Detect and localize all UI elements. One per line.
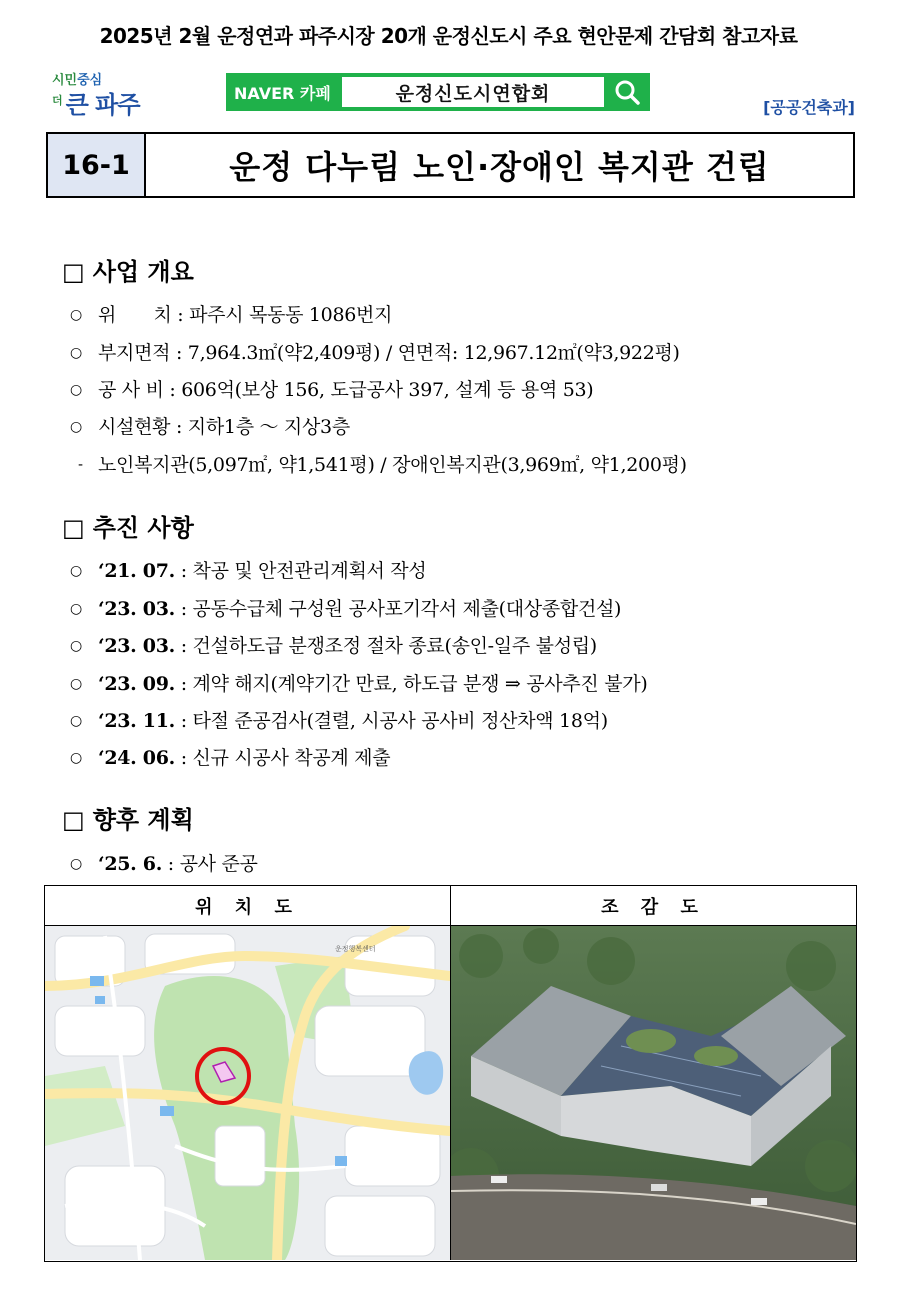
figure-table (44, 885, 857, 1262)
list-item: ○ ‘23. 11. : 타절 준공검사(결렬, 시공사 공사비 정산차액 18억) (70, 710, 608, 732)
map-label: 운정행복센터 (335, 945, 376, 953)
list-item: ○ ‘25. 6. : 공사 준공 (70, 853, 258, 875)
list-sub-item: - 노인복지관(5,097㎡, 약1,541평) / 장애인복지관(3,969㎡, 약1,200평) (78, 454, 687, 476)
list-item: ○ 부지면적 : 7,964.3㎡(약2,409평) / 연면적: 12,967.12㎡(약3,922평) (70, 342, 680, 364)
list-item: ○ ‘23. 09. : 계약 해지(계약기간 만료, 하도급 분쟁 ⇒ 공사추진 불가) (70, 673, 648, 695)
item-header (46, 132, 855, 198)
section-plan (62, 800, 194, 835)
section-title: 향후 계획 (92, 806, 194, 834)
section-overview (62, 252, 194, 287)
logo-text-big: 큰 파주 (65, 91, 140, 119)
location-map-header: 위 치 도 (45, 886, 451, 925)
list-item: ○ 시설현황 : 지하1층 ～ 지상3층 (70, 416, 350, 438)
search-icon (604, 73, 650, 111)
list-item: ○ ‘23. 03. : 공동수급체 구성원 공사포기각서 제출(대상종합건설) (70, 598, 622, 620)
list-item: ○ ‘23. 03. : 건설하도급 분쟁조정 절차 종료(송인-일주 불성립) (70, 635, 597, 657)
section-progress (62, 508, 194, 543)
document-title: 2025년 2월 운정연과 파주시장 20개 운정신도시 주요 현안문제 간담회 참고자료 (99, 24, 798, 48)
list-item: ○ 위 치 : 파주시 목동동 1086번지 (70, 304, 393, 326)
logo-text-small: 더 (52, 94, 63, 107)
logo-text-2: 중심 (77, 73, 103, 88)
rendering-image (451, 926, 856, 1260)
item-number: 16-1 (48, 134, 146, 196)
checkbox-square-icon: □ (62, 806, 85, 834)
naver-cafe-banner (226, 73, 650, 111)
department-label: [공공건축과] (763, 98, 855, 117)
location-map (45, 926, 451, 1260)
aerial-view-header: 조 감 도 (601, 896, 706, 918)
aerial-view (451, 926, 856, 1260)
item-title: 운정 다누림 노인·장애인 복지관 건립 (229, 148, 770, 186)
list-item: ○ ‘24. 06. : 신규 시공사 착공계 제출 (70, 747, 391, 769)
list-item: ○ 공 사 비 : 606억(보상 156, 도급공사 397, 설계 등 용역 53) (70, 379, 594, 401)
map-image (45, 926, 450, 1260)
section-title: 사업 개요 (92, 258, 194, 286)
section-title: 추진 사항 (92, 514, 194, 542)
paju-logo (52, 74, 152, 120)
naver-cafe-brand: NAVER 카페 (234, 83, 331, 103)
logo-text-1: 시민 (52, 73, 78, 88)
checkbox-square-icon: □ (62, 258, 85, 286)
list-item: ○ ‘21. 07. : 착공 및 안전관리계획서 작성 (70, 560, 427, 582)
banner-search-text: 운정신도시연합회 (342, 77, 604, 107)
checkbox-square-icon: □ (62, 514, 85, 542)
